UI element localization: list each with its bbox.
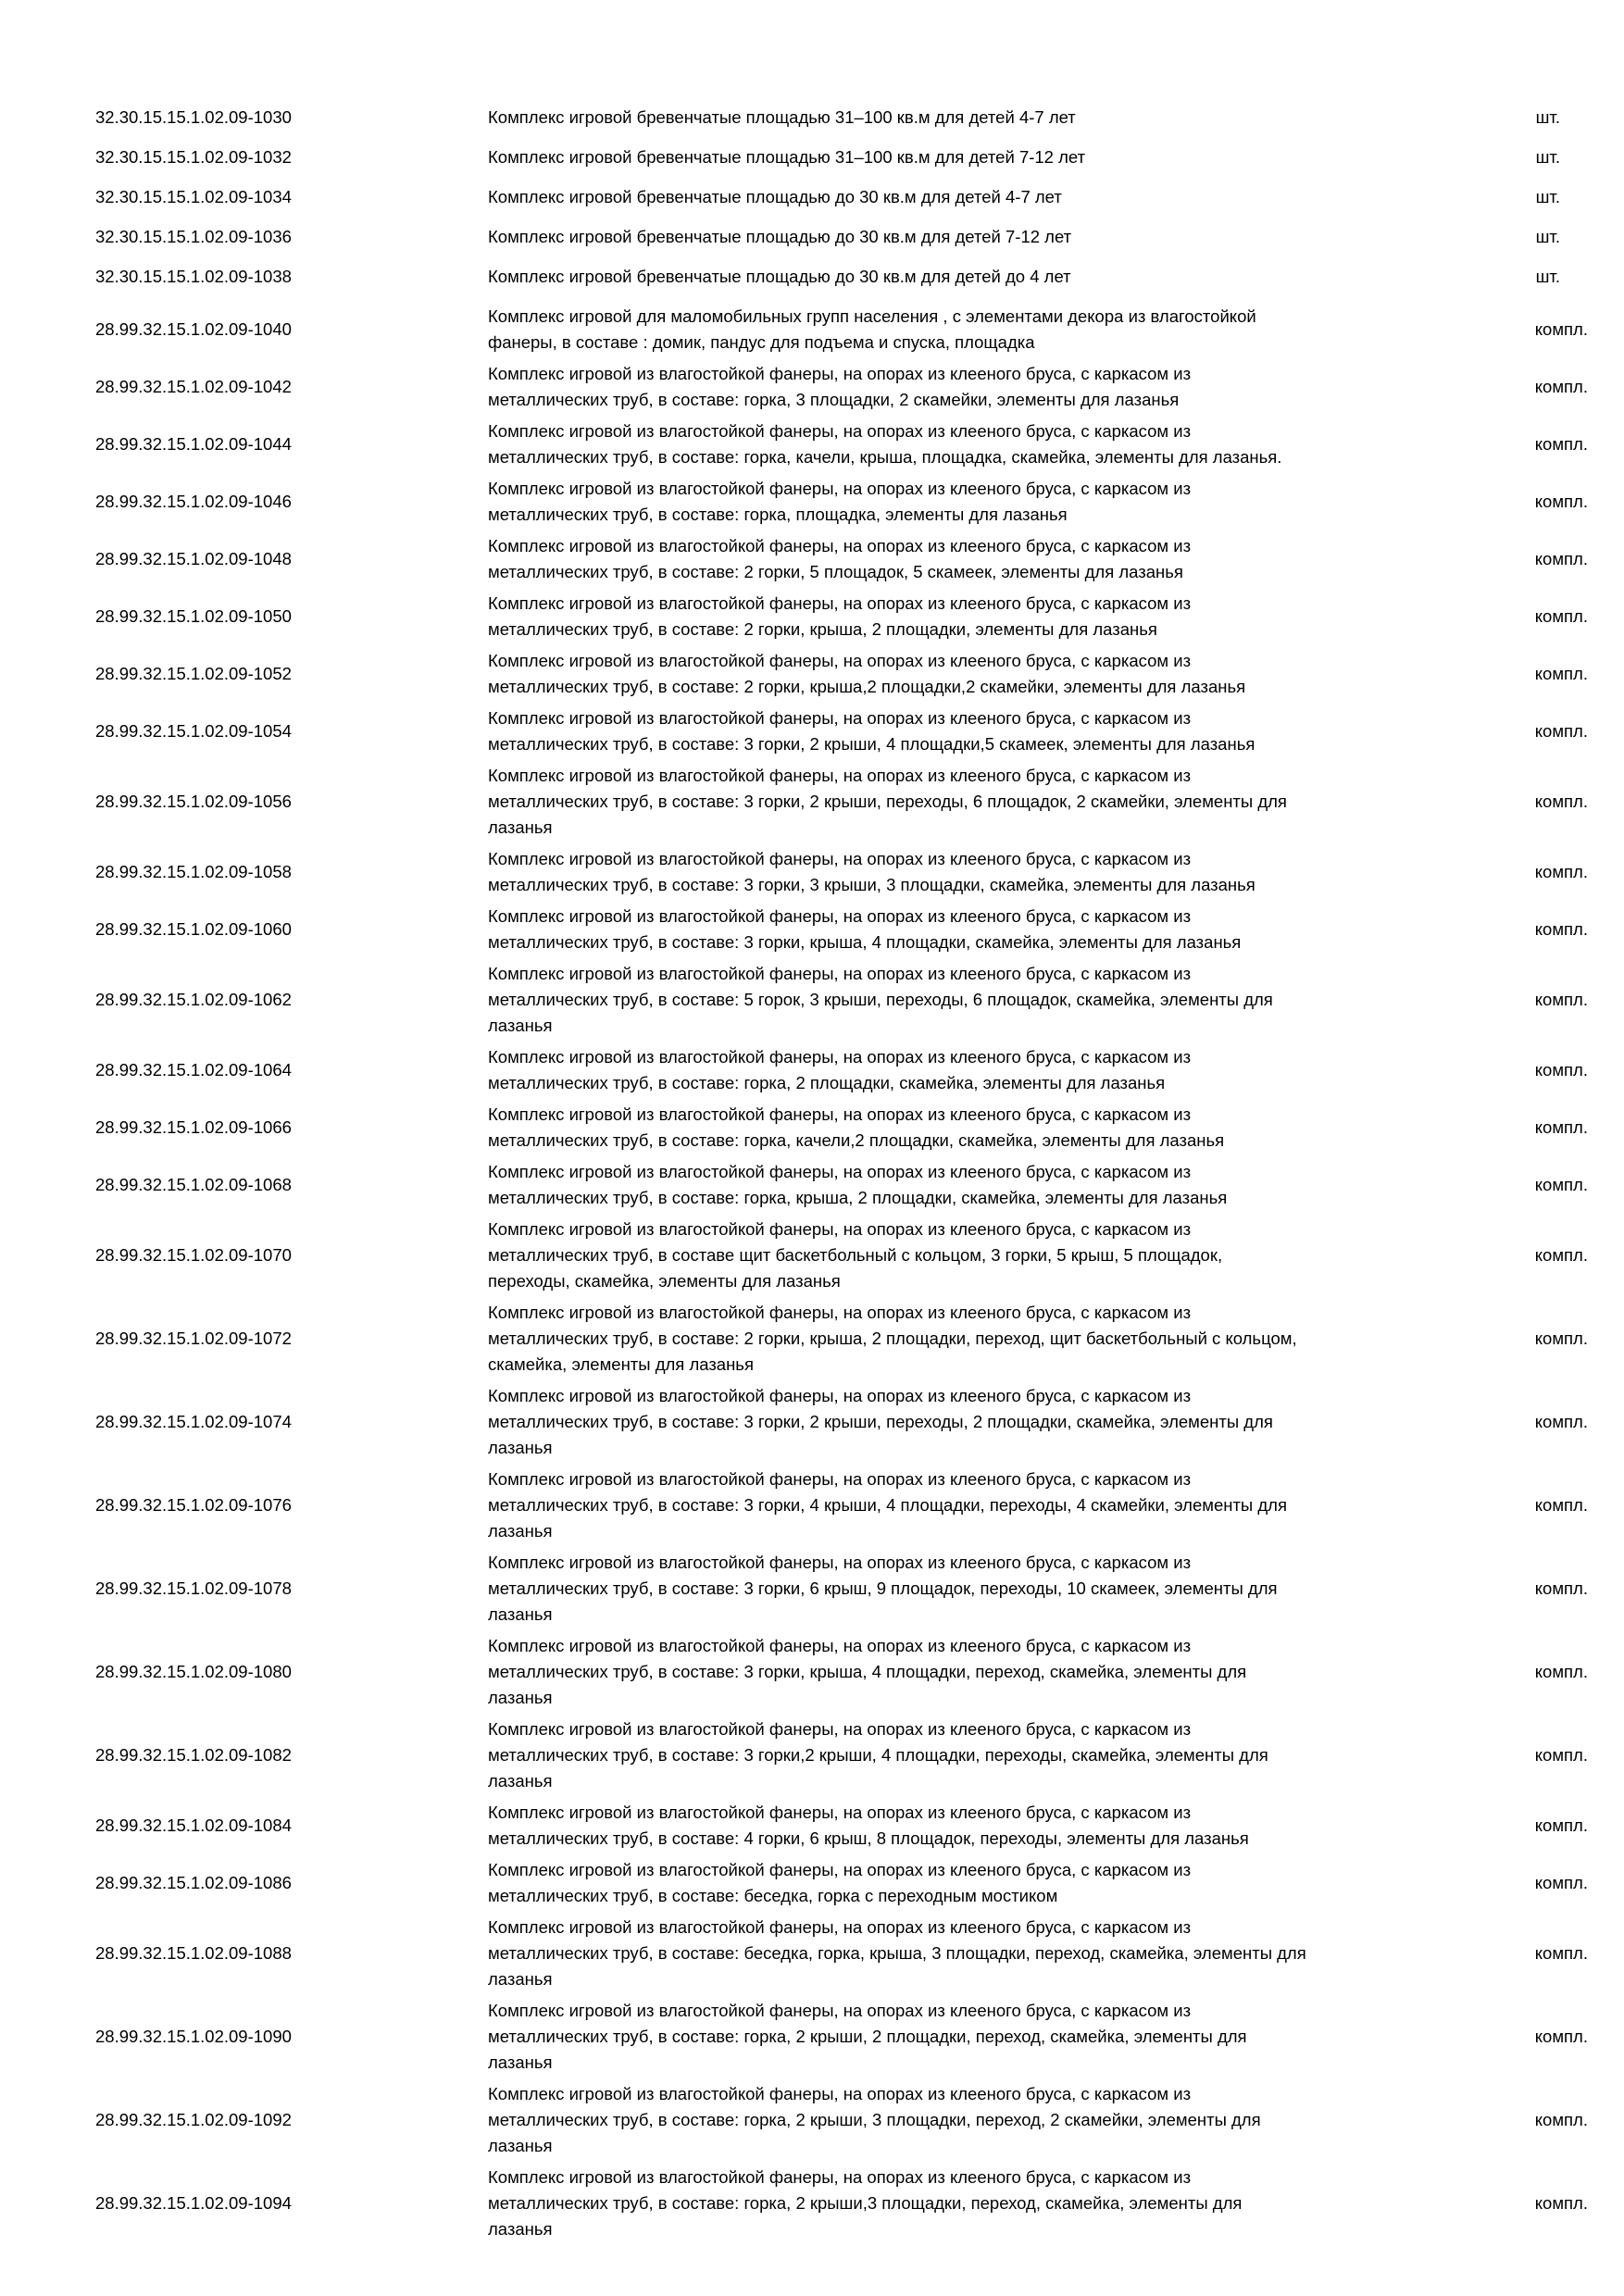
item-description (488, 1159, 1460, 1211)
item-unit: компл. (1534, 919, 1588, 939)
description-line: металлических труб, в составе: горка, 2 площадки, скамейка, элементы для лазанья (488, 1073, 1166, 1092)
table-row (0, 1044, 1624, 1096)
item-description (488, 304, 1460, 356)
item-code: 28.99.32.15.1.02.09-1072 (95, 1329, 292, 1348)
item-code: 28.99.32.15.1.02.09-1074 (95, 1412, 292, 1431)
description-line: металлических труб, в составе: 3 горки, 2 крыши, 4 площадки,5 скамеек, элементы для лазанья (488, 734, 1255, 754)
table-row (0, 1383, 1624, 1461)
item-code: 28.99.32.15.1.02.09-1078 (95, 1578, 292, 1598)
item-code: 28.99.32.15.1.02.09-1084 (95, 1816, 292, 1835)
description-line: Комплекс игровой бревенчатые площадью 31–100 кв.м для детей 4-7 лет (488, 107, 1076, 127)
item-unit: компл. (1534, 1329, 1588, 1348)
item-unit: компл. (1534, 1245, 1588, 1265)
table-row (0, 105, 1624, 131)
item-unit: компл. (1534, 1745, 1588, 1765)
description-line: металлических труб, в составе: горка, площадка, элементы для лазанья (488, 505, 1068, 524)
description-line: лазанья (488, 1438, 553, 1457)
item-code: 28.99.32.15.1.02.09-1066 (95, 1117, 292, 1137)
description-line: Комплекс игровой из влагостойкой фанеры, на опорах из клееного бруса, с каркасом из (488, 1469, 1192, 1489)
description-line: лазанья (488, 1969, 553, 1989)
item-description (488, 1550, 1460, 1628)
table-row (0, 1857, 1624, 1909)
item-description (488, 144, 1460, 170)
item-description (488, 418, 1460, 470)
item-unit: компл. (1534, 1412, 1588, 1431)
description-line: Комплекс игровой из влагостойкой фанеры, на опорах из клееного бруса, с каркасом из (488, 1162, 1192, 1181)
table-row (0, 2165, 1624, 2242)
description-line: Комплекс игровой из влагостойкой фанеры, на опорах из клееного бруса, с каркасом из (488, 1719, 1192, 1739)
description-line: Комплекс игровой из влагостойкой фанеры, на опорах из клееного бруса, с каркасом из (488, 2084, 1192, 2103)
item-unit: компл. (1534, 862, 1588, 881)
item-code: 28.99.32.15.1.02.09-1092 (95, 2110, 292, 2129)
item-unit: компл. (1534, 1662, 1588, 1681)
item-description (488, 361, 1460, 413)
item-unit: компл. (1534, 2193, 1588, 2213)
description-line: скамейка, элементы для лазанья (488, 1354, 754, 1374)
table-row (0, 144, 1624, 170)
description-line: Комплекс игровой из влагостойкой фанеры, на опорах из клееного бруса, с каркасом из (488, 849, 1192, 868)
description-line: Комплекс игровой бревенчатые площадью 31–100 кв.м для детей 7-12 лет (488, 147, 1086, 167)
description-line: металлических труб, в составе: горка, крыша, 2 площадки, скамейка, элементы для лазанья (488, 1188, 1228, 1207)
description-line: Комплекс игровой из влагостойкой фанеры, на опорах из клееного бруса, с каркасом из (488, 364, 1192, 383)
description-line: Комплекс игровой из влагостойкой фанеры, на опорах из клееного бруса, с каркасом из (488, 479, 1192, 498)
item-code: 28.99.32.15.1.02.09-1068 (95, 1175, 292, 1194)
item-unit: шт. (1535, 267, 1560, 286)
description-line: Комплекс игровой из влагостойкой фанеры, на опорах из клееного бруса, с каркасом из (488, 964, 1192, 983)
description-line: металлических труб, в составе: 3 горки, 6 крыш, 9 площадок, переходы, 10 скамеек, элементы для (488, 1578, 1278, 1598)
item-code: 28.99.32.15.1.02.09-1064 (95, 1060, 292, 1079)
description-line: Комплекс игровой из влагостойкой фанеры, на опорах из клееного бруса, с каркасом из (488, 651, 1192, 670)
description-line: металлических труб, в составе: 3 горки, 2 крыши, переходы, 2 площадки, скамейка, элементы для (488, 1412, 1273, 1431)
table-row (0, 1550, 1624, 1628)
description-line: лазанья (488, 2219, 553, 2239)
item-unit: компл. (1534, 1943, 1588, 1963)
item-code: 32.30.15.15.1.02.09-1034 (95, 187, 292, 206)
item-unit: компл. (1534, 1060, 1588, 1079)
table-row (0, 476, 1624, 528)
description-line: Комплекс игровой из влагостойкой фанеры, на опорах из клееного бруса, с каркасом из (488, 906, 1192, 926)
description-line: металлических труб, в составе: горка, 2 крыши, 2 площадки, переход, скамейка, элементы для (488, 2027, 1247, 2046)
description-line: Комплекс игровой из влагостойкой фанеры, на опорах из клееного бруса, с каркасом из (488, 708, 1192, 728)
table-row (0, 224, 1624, 250)
item-description (488, 591, 1460, 643)
item-unit: компл. (1534, 1175, 1588, 1194)
table-row (0, 763, 1624, 841)
item-description (488, 105, 1460, 131)
description-line: металлических труб, в составе: 4 горки, 6 крыш, 8 площадок, переходы, элементы для лазанья (488, 1828, 1249, 1848)
item-description (488, 846, 1460, 898)
item-code: 28.99.32.15.1.02.09-1058 (95, 862, 292, 881)
description-line: металлических труб, в составе: горка, качели, крыша, площадка, скамейка, элементы для лазанья. (488, 447, 1282, 467)
description-line: металлических труб, в составе: 5 горок, 3 крыши, переходы, 6 площадок, скамейка, элементы для (488, 990, 1273, 1009)
item-description (488, 1998, 1460, 2076)
item-code: 28.99.32.15.1.02.09-1094 (95, 2193, 292, 2213)
item-description (488, 1857, 1460, 1909)
item-description (488, 264, 1460, 290)
description-line: металлических труб, в составе: беседка, горка с переходным мостиком (488, 1886, 1058, 1905)
table-row (0, 1159, 1624, 1211)
table-row (0, 1800, 1624, 1852)
item-unit: компл. (1534, 434, 1588, 454)
description-line: Комплекс игровой из влагостойкой фанеры, на опорах из клееного бруса, с каркасом из (488, 1047, 1192, 1067)
item-unit: компл. (1534, 664, 1588, 683)
item-code: 28.99.32.15.1.02.09-1088 (95, 1943, 292, 1963)
table-row (0, 184, 1624, 210)
item-unit: компл. (1534, 2110, 1588, 2129)
description-line: металлических труб, в составе: беседка, горка, крыша, 3 площадки, переход, скамейка, элементы для (488, 1943, 1306, 1963)
item-description (488, 224, 1460, 250)
table-row (0, 418, 1624, 470)
description-line: Комплекс игровой из влагостойкой фанеры, на опорах из клееного бруса, с каркасом из (488, 1303, 1192, 1322)
item-unit: шт. (1535, 107, 1560, 127)
item-unit: компл. (1534, 1816, 1588, 1835)
description-line: Комплекс игровой из влагостойкой фанеры, на опорах из клееного бруса, с каркасом из (488, 1104, 1192, 1124)
description-line: металлических труб, в составе: горка, качели,2 площадки, скамейка, элементы для лазанья (488, 1130, 1225, 1150)
item-description (488, 648, 1460, 700)
description-line: металлических труб, в составе: 3 горки, 4 крыши, 4 площадки, переходы, 4 скамейки, элементы для (488, 1495, 1287, 1515)
item-unit: компл. (1534, 1873, 1588, 1892)
item-unit: компл. (1534, 1495, 1588, 1515)
description-line: Комплекс игровой из влагостойкой фанеры, на опорах из клееного бруса, с каркасом из (488, 2167, 1192, 2187)
item-unit: компл. (1534, 1578, 1588, 1598)
description-line: металлических труб, в составе: 2 горки, крыша, 2 площадки, элементы для лазанья (488, 619, 1157, 639)
item-unit: шт. (1535, 187, 1560, 206)
item-code: 28.99.32.15.1.02.09-1050 (95, 606, 292, 626)
table-row (0, 846, 1624, 898)
item-code: 28.99.32.15.1.02.09-1076 (95, 1495, 292, 1515)
item-code: 28.99.32.15.1.02.09-1048 (95, 549, 292, 568)
table-row (0, 1633, 1624, 1711)
item-description (488, 961, 1460, 1039)
table-row (0, 705, 1624, 757)
item-description (488, 1633, 1460, 1711)
table-row (0, 1716, 1624, 1794)
item-description (488, 476, 1460, 528)
item-code: 28.99.32.15.1.02.09-1040 (95, 319, 292, 339)
table-row (0, 304, 1624, 356)
description-line: металлических труб, в составе: 3 горки, 3 крыши, 3 площадки, скамейка, элементы для лазанья (488, 875, 1255, 894)
item-description (488, 763, 1460, 841)
item-code: 28.99.32.15.1.02.09-1054 (95, 721, 292, 741)
description-line: металлических труб, в составе: 2 горки, 5 площадок, 5 скамеек, элементы для лазанья (488, 562, 1183, 581)
item-code: 28.99.32.15.1.02.09-1090 (95, 2027, 292, 2046)
table-row (0, 1915, 1624, 1992)
table-row (0, 2081, 1624, 2159)
item-description (488, 1466, 1460, 1544)
item-code: 28.99.32.15.1.02.09-1044 (95, 434, 292, 454)
item-code: 28.99.32.15.1.02.09-1046 (95, 492, 292, 511)
item-unit: компл. (1534, 319, 1588, 339)
description-line: Комплекс игровой из влагостойкой фанеры, на опорах из клееного бруса, с каркасом из (488, 1803, 1192, 1822)
description-line: металлических труб, в составе: 3 горки, 2 крыши, переходы, 6 площадок, 2 скамейки, элементы для (488, 792, 1287, 811)
item-description (488, 1915, 1460, 1992)
description-line: Комплекс игровой из влагостойкой фанеры, на опорах из клееного бруса, с каркасом из (488, 1860, 1192, 1879)
item-code: 32.30.15.15.1.02.09-1038 (95, 267, 292, 286)
table-row (0, 1102, 1624, 1154)
item-unit: шт. (1535, 227, 1560, 246)
item-description (488, 1217, 1460, 1294)
item-description (488, 1383, 1460, 1461)
item-code: 28.99.32.15.1.02.09-1060 (95, 919, 292, 939)
description-line: металлических труб, в составе: горка, 2 крыши,3 площадки, переход, скамейка, элементы для (488, 2193, 1243, 2213)
item-unit: компл. (1534, 990, 1588, 1009)
description-line: Комплекс игровой из влагостойкой фанеры, на опорах из клееного бруса, с каркасом из (488, 593, 1192, 613)
description-line: металлических труб, в составе: горка, 3 площадки, 2 скамейки, элементы для лазанья (488, 390, 1180, 409)
description-line: Комплекс игровой из влагостойкой фанеры, на опорах из клееного бруса, с каркасом из (488, 1917, 1192, 1937)
table-row (0, 264, 1624, 290)
item-code: 32.30.15.15.1.02.09-1032 (95, 147, 292, 167)
item-description (488, 1102, 1460, 1154)
table-row (0, 1466, 1624, 1544)
item-code: 28.99.32.15.1.02.09-1082 (95, 1745, 292, 1765)
item-code: 28.99.32.15.1.02.09-1052 (95, 664, 292, 683)
description-line: металлических труб, в составе: 3 горки, крыша, 4 площадки, скамейка, элементы для лазанья (488, 932, 1242, 952)
description-line: Комплекс игровой из влагостойкой фанеры, на опорах из клееного бруса, с каркасом из (488, 1636, 1192, 1655)
description-line: металлических труб, в составе: 3 горки, крыша, 4 площадки, переход, скамейка, элементы для (488, 1662, 1247, 1681)
description-line: металлических труб, в составе щит баскетбольный с кольцом, 3 горки, 5 крыш, 5 площадок, (488, 1245, 1223, 1265)
description-line: металлических труб, в составе: 3 горки,2 крыши, 4 площадки, переходы, скамейка, элементы для (488, 1745, 1268, 1765)
item-unit: компл. (1534, 2027, 1588, 2046)
table-row (0, 904, 1624, 955)
description-line: Комплекс игровой из влагостойкой фанеры, на опорах из клееного бруса, с каркасом из (488, 2001, 1192, 2020)
description-line: Комплекс игровой из влагостойкой фанеры, на опорах из клееного бруса, с каркасом из (488, 1219, 1192, 1239)
item-description (488, 2165, 1460, 2242)
description-line: Комплекс игровой из влагостойкой фанеры, на опорах из клееного бруса, с каркасом из (488, 766, 1192, 785)
table-row (0, 1300, 1624, 1378)
item-description (488, 1044, 1460, 1096)
description-line: Комплекс игровой бревенчатые площадью до 30 кв.м для детей до 4 лет (488, 267, 1071, 286)
item-unit: компл. (1534, 549, 1588, 568)
description-line: лазанья (488, 1604, 553, 1624)
description-line: Комплекс игровой бревенчатые площадью до 30 кв.м для детей 7-12 лет (488, 227, 1072, 246)
table-row (0, 361, 1624, 413)
item-unit: компл. (1534, 721, 1588, 741)
description-line: лазанья (488, 1521, 553, 1541)
item-unit: компл. (1534, 792, 1588, 811)
item-description (488, 904, 1460, 955)
item-code: 32.30.15.15.1.02.09-1030 (95, 107, 292, 127)
item-unit: компл. (1534, 492, 1588, 511)
description-line: Комплекс игровой из влагостойкой фанеры, на опорах из клееного бруса, с каркасом из (488, 536, 1192, 555)
item-unit: компл. (1534, 377, 1588, 396)
item-code: 28.99.32.15.1.02.09-1062 (95, 990, 292, 1009)
description-line: лазанья (488, 1771, 553, 1791)
description-line: переходы, скамейка, элементы для лазанья (488, 1271, 841, 1291)
table-row (0, 1217, 1624, 1294)
item-code: 28.99.32.15.1.02.09-1086 (95, 1873, 292, 1892)
item-code: 28.99.32.15.1.02.09-1080 (95, 1662, 292, 1681)
description-line: Комплекс игровой для маломобильных групп населения , с элементами декора из влагостойкой (488, 306, 1256, 326)
item-code: 28.99.32.15.1.02.09-1070 (95, 1245, 292, 1265)
item-description (488, 533, 1460, 585)
item-code: 28.99.32.15.1.02.09-1056 (95, 792, 292, 811)
description-line: лазанья (488, 1016, 553, 1035)
description-line: металлических труб, в составе: 2 горки, крыша,2 площадки,2 скамейки, элементы для лазанья (488, 677, 1246, 696)
description-line: Комплекс игровой из влагостойкой фанеры, на опорах из клееного бруса, с каркасом из (488, 1386, 1192, 1405)
item-description (488, 1800, 1460, 1852)
description-line: лазанья (488, 2136, 553, 2155)
table-row (0, 648, 1624, 700)
description-line: лазанья (488, 1688, 553, 1707)
description-line: Комплекс игровой бревенчатые площадью до 30 кв.м для детей 4-7 лет (488, 187, 1062, 206)
description-line: металлических труб, в составе: горка, 2 крыши, 3 площадки, переход, 2 скамейки, элементы для (488, 2110, 1261, 2129)
item-unit: компл. (1534, 606, 1588, 626)
description-line: фанеры, в составе : домик, пандус для подъема и спуска, площадка (488, 332, 1035, 352)
table-row (0, 533, 1624, 585)
item-unit: компл. (1534, 1117, 1588, 1137)
description-line: Комплекс игровой из влагостойкой фанеры, на опорах из клееного бруса, с каркасом из (488, 1553, 1192, 1572)
table-row (0, 961, 1624, 1039)
description-line: Комплекс игровой из влагостойкой фанеры, на опорах из клееного бруса, с каркасом из (488, 421, 1192, 441)
item-code: 28.99.32.15.1.02.09-1042 (95, 377, 292, 396)
description-line: металлических труб, в составе: 2 горки, крыша, 2 площадки, переход, щит баскетбольный с кольцом, (488, 1329, 1297, 1348)
table-row (0, 1998, 1624, 2076)
table-row (0, 591, 1624, 643)
item-code: 32.30.15.15.1.02.09-1036 (95, 227, 292, 246)
item-description (488, 2081, 1460, 2159)
item-description (488, 1716, 1460, 1794)
description-line: лазанья (488, 817, 553, 837)
item-description (488, 705, 1460, 757)
item-description (488, 184, 1460, 210)
description-line: лазанья (488, 2053, 553, 2072)
item-description (488, 1300, 1460, 1378)
item-unit: шт. (1535, 147, 1560, 167)
